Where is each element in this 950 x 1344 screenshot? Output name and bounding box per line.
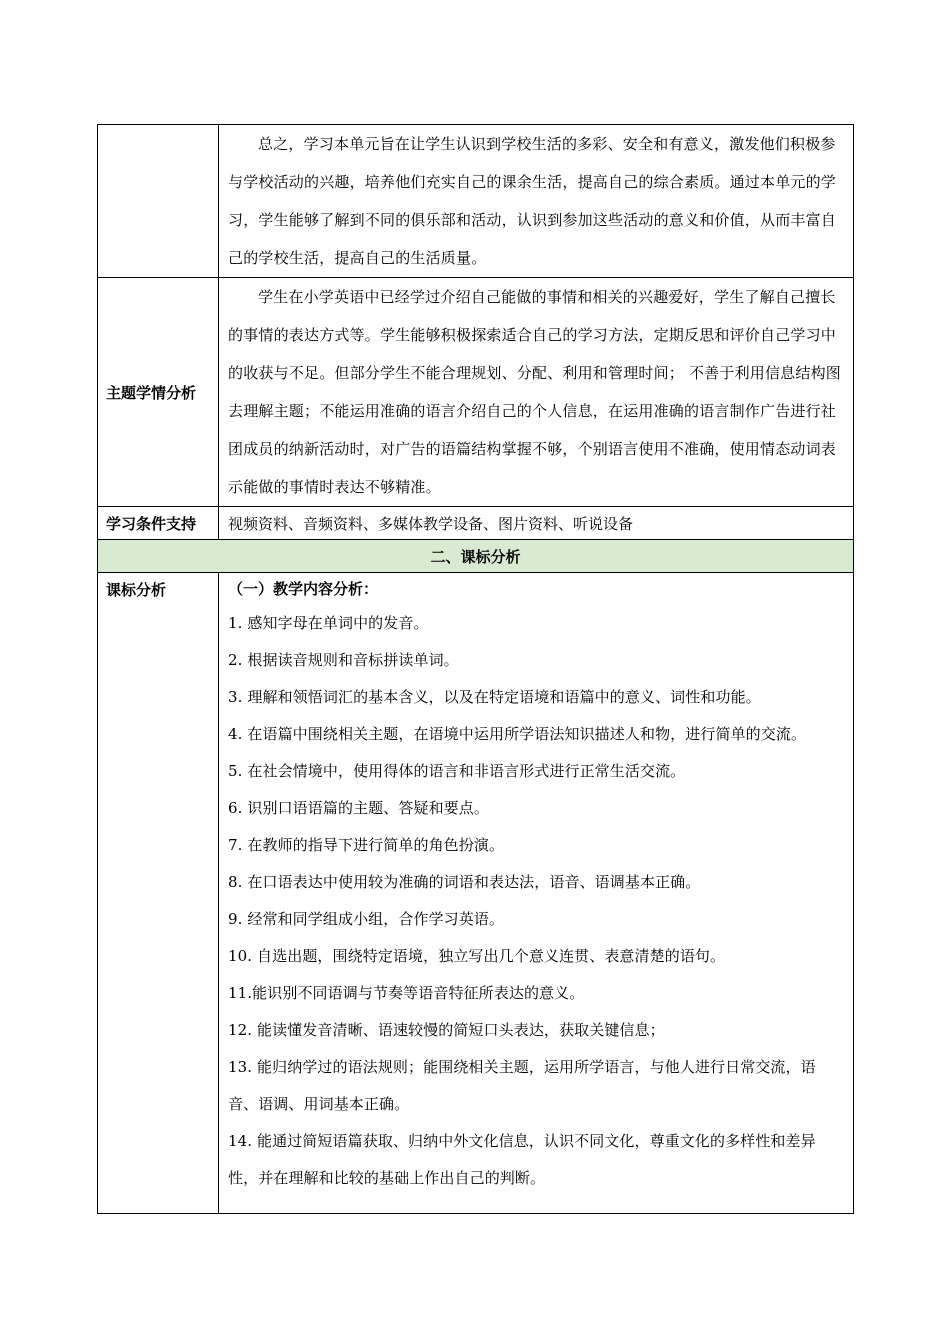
- list-item: 9. 经常和同学组成小组，合作学习英语。: [228, 910, 505, 928]
- standards-label: 课标分析: [98, 573, 219, 1214]
- lesson-plan-table: [97, 124, 854, 1214]
- list-item: 11.能识别不同语调与节奏等语音特征所表达的意义。: [228, 984, 585, 1002]
- standards-list: [219, 605, 853, 1197]
- learner-analysis-text: 学生在小学英语中已经学过介绍自己能做的事情和相关的兴趣爱好，学生了解自己擅长的事情的表达方式等。学生能够积极探索适合自己的学习方法，定期反思和评价自己学习中的收获与不足。但部分学生不能合理规划、分配、利用和管理时间； 不善于利用信息结构图去理解主题；不能运用准确的语言介绍自己的个人信息，在运用准确的语言制作广告进行社团成员的纳新活动时，对广告的语篇结构掌握不够，个别语言使用不准确，使用情态动词表示能做的事情时表达不够精准。: [228, 288, 841, 496]
- standards-cell: [219, 573, 854, 1214]
- section-header-row: [98, 540, 854, 573]
- list-item: 1. 感知字母在单词中的发音。: [228, 614, 429, 632]
- list-item: 4. 在语篇中围绕相关主题，在语境中运用所学语法知识描述人和物，进行简单的交流。: [228, 725, 807, 743]
- list-item: 10. 自选出题，围绕特定语境，独立写出几个意义连贯、表意清楚的语句。: [228, 947, 726, 965]
- list-item: 8. 在口语表达中使用较为准确的词语和表达法，语音、语调基本正确。: [228, 873, 701, 891]
- summary-row: [98, 125, 854, 278]
- standards-subhead: （一）教学内容分析：: [228, 580, 379, 598]
- list-item: 3. 理解和领悟词汇的基本含义，以及在特定语境和语篇中的意义、词性和功能。: [228, 688, 761, 706]
- conditions-text: 视频资料、音频资料、多媒体教学设备、图片资料、听说设备: [219, 507, 854, 540]
- list-item: 13. 能归纳学过的语法规则；能围绕相关主题，运用所学语言，与他人进行日常交流，语音、语调、用词基本正确。: [228, 1058, 816, 1113]
- list-item: 5. 在社会情境中，使用得体的语言和非语言形式进行正常生活交流。: [228, 762, 686, 780]
- learner-analysis-row: [98, 278, 854, 507]
- summary-text: 总之，学习本单元旨在让学生认识到学校生活的多彩、安全和有意义，激发他们积极参与学校活动的兴趣，培养他们充实自己的课余生活，提高自己的综合素质。通过本单元的学习，学生能够了解到不同的俱乐部和活动，认识到参加这些活动的意义和价值，从而丰富自己的学校生活，提高自己的生活质量。: [228, 135, 837, 267]
- lesson-plan-page: [97, 124, 853, 1214]
- learner-analysis-label: 主题学情分析: [98, 278, 219, 507]
- list-item: 12. 能读懂发音清晰、语速较慢的简短口头表达，获取关键信息；: [228, 1021, 665, 1039]
- conditions-label: 学习条件支持: [98, 507, 219, 540]
- summary-label: [98, 125, 219, 278]
- learner-analysis-cell: [219, 278, 854, 507]
- list-item: 2. 根据读音规则和音标拼读单词。: [228, 651, 459, 669]
- section-title: 二、课标分析: [98, 540, 854, 573]
- list-item: 14. 能通过简短语篇获取、归纳中外文化信息，认识不同文化，尊重文化的多样性和差异性，并在理解和比较的基础上作出自己的判断。: [228, 1132, 816, 1187]
- standards-row: [98, 573, 854, 1214]
- summary-cell: [219, 125, 854, 278]
- list-item: 6. 识别口语语篇的主题、答疑和要点。: [228, 799, 489, 817]
- list-item: 7. 在教师的指导下进行简单的角色扮演。: [228, 836, 505, 854]
- conditions-row: [98, 507, 854, 540]
